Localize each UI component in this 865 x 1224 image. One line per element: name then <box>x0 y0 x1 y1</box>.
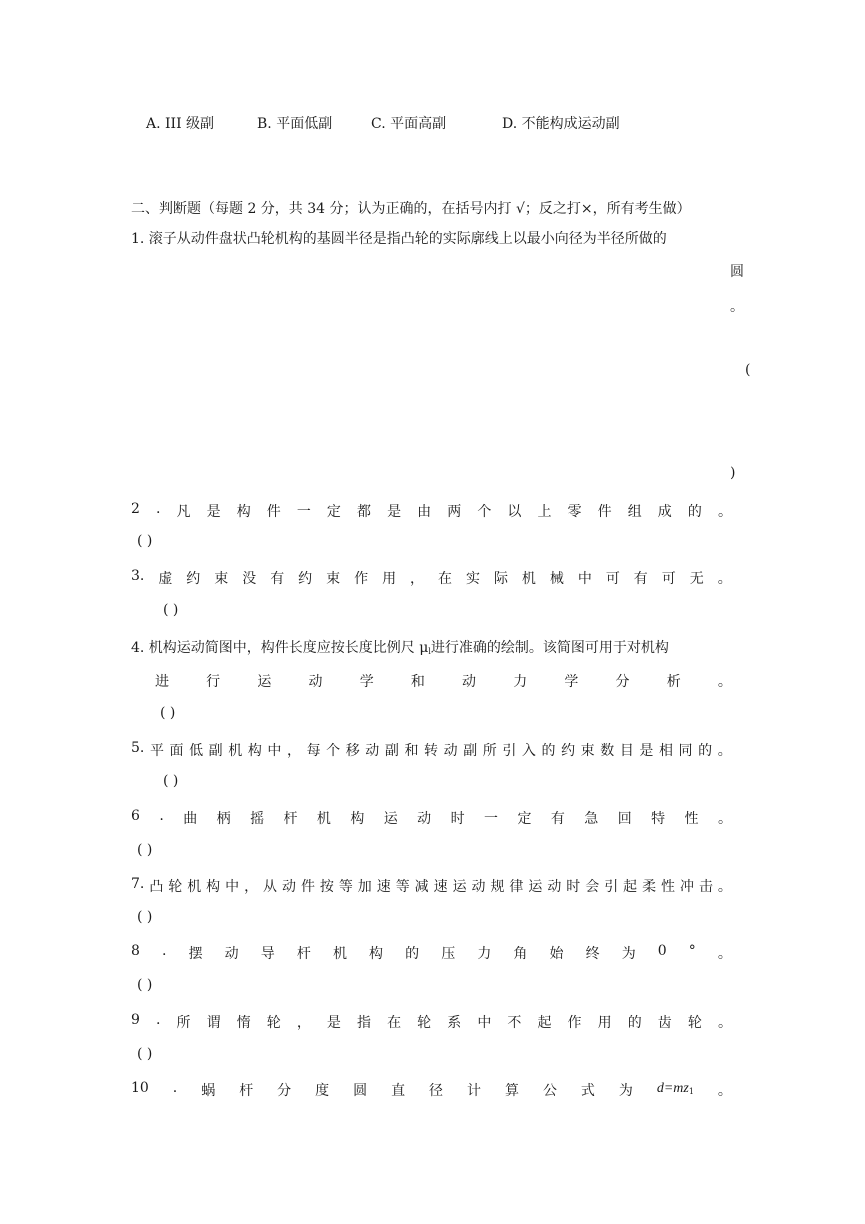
question-3-char: 有 <box>633 571 648 587</box>
question-7-char: 按 <box>319 879 334 895</box>
question-1-line: 1. 滚子从动件盘状凸轮机构的基圆半径是指凸轮的实际廓线上以最小向径为半径所做的 <box>131 231 667 247</box>
question-5-char: 束 <box>580 743 595 759</box>
question-2-char: 上 <box>537 504 552 520</box>
question-2-char: . <box>156 501 161 517</box>
question-4-char: 。 <box>717 674 732 690</box>
question-4-paren: ( ) <box>160 705 176 721</box>
question-10-char: 为 <box>618 1083 633 1099</box>
question-2-line <box>131 501 732 521</box>
question-5-char: 约 <box>561 743 576 759</box>
question-7-char: 击 <box>698 879 713 895</box>
question-10-char: 10 <box>131 1080 149 1096</box>
question-5-char: 目 <box>619 743 634 759</box>
question-3-char: 可 <box>661 571 676 587</box>
question-2-char: 构 <box>236 504 251 520</box>
question-7-char: 凸 <box>149 879 164 895</box>
question-4-text-b: 进行准确的绘制。该简图可用于对机构 <box>430 640 669 656</box>
question-9-char: 中 <box>477 1015 492 1031</box>
question-5-char: 引 <box>502 743 517 759</box>
question-7-char: 速 <box>433 879 448 895</box>
question-2-char: 零 <box>567 504 582 520</box>
question-3-char: 有 <box>270 571 285 587</box>
question-4-char: 和 <box>410 674 425 690</box>
question-9-char: . <box>156 1012 161 1028</box>
question-10-char: 分 <box>277 1083 292 1099</box>
question-7-char: 动 <box>471 879 486 895</box>
option-c: C. 平面高副 <box>371 116 447 132</box>
question-10-line <box>131 1080 732 1100</box>
option-a: A. III 级副 <box>146 116 215 132</box>
question-9-char: 是 <box>326 1015 341 1031</box>
question-3-char: 3. <box>131 568 145 584</box>
question-6-char: 急 <box>584 811 599 827</box>
question-7-char: 等 <box>395 879 410 895</box>
question-3-line <box>131 568 732 588</box>
question-8-char: 构 <box>369 946 384 962</box>
question-9-char: 作 <box>567 1015 582 1031</box>
question-7-char: 轮 <box>168 879 183 895</box>
question-7-char: 律 <box>509 879 524 895</box>
question-6-char: 柄 <box>216 811 231 827</box>
question-6-char: 构 <box>350 811 365 827</box>
question-5-char: 每 <box>306 743 321 759</box>
question-2-char: 成 <box>657 504 672 520</box>
question-4-char: 学 <box>359 674 374 690</box>
question-3-char: 可 <box>605 571 620 587</box>
question-2-char: 是 <box>206 504 221 520</box>
question-8-char: 终 <box>585 946 600 962</box>
question-3-char: 用 <box>382 571 397 587</box>
question-3-char: 虚 <box>158 571 173 587</box>
question-10-char: . <box>172 1080 178 1096</box>
question-5-char: 中 <box>267 743 282 759</box>
question-8-char: 杆 <box>296 946 311 962</box>
question-6-paren: ( ) <box>137 842 153 858</box>
question-7-char: 机 <box>187 879 202 895</box>
question-9-char: 谓 <box>206 1015 221 1031</box>
question-2-char: 以 <box>507 504 522 520</box>
question-8-paren: ( ) <box>137 977 153 993</box>
question-7-paren: ( ) <box>137 909 153 925</box>
question-6-char: 有 <box>550 811 565 827</box>
question-5-char: 副 <box>208 743 223 759</box>
question-2-char: 的 <box>687 504 702 520</box>
question-2-char: 由 <box>417 504 432 520</box>
question-6-line <box>131 808 732 828</box>
question-6-char: 性 <box>684 811 699 827</box>
question-3-char: 械 <box>549 571 564 587</box>
question-5-line <box>131 740 732 760</box>
question-5-char: 数 <box>600 743 615 759</box>
question-10-char: 圆 <box>353 1083 368 1099</box>
question-4-char: 进 <box>155 674 169 690</box>
question-3-char: 束 <box>214 571 229 587</box>
option-d: D. 不能构成运动副 <box>502 116 620 132</box>
question-5-char: ， <box>286 743 301 759</box>
question-2-char: 两 <box>447 504 462 520</box>
question-6-char: 杆 <box>283 811 298 827</box>
question-3-char: 中 <box>577 571 592 587</box>
question-7-char: 等 <box>338 879 353 895</box>
question-9-char: 轮 <box>417 1015 432 1031</box>
question-8-char: 力 <box>477 946 492 962</box>
question-9-char: 齿 <box>657 1015 672 1031</box>
question-7-line <box>131 876 732 896</box>
question-2-char: 定 <box>326 504 341 520</box>
question-5-char: 构 <box>247 743 262 759</box>
question-6-char: 回 <box>617 811 632 827</box>
question-7-char: 动 <box>547 879 562 895</box>
question-10-char: 蜗 <box>201 1083 216 1099</box>
question-7-char: 加 <box>357 879 372 895</box>
question-10-char: 度 <box>315 1083 330 1099</box>
question-4-subscript: l <box>428 647 431 656</box>
question-10-char: 杆 <box>239 1083 254 1099</box>
question-8-char: 为 <box>621 946 636 962</box>
question-4-line-1 <box>131 637 669 657</box>
question-9-char: 在 <box>387 1015 402 1031</box>
question-10-end: 。 <box>717 1083 732 1099</box>
question-9-char: 轮 <box>266 1015 281 1031</box>
question-5-char: 是 <box>639 743 654 759</box>
question-7-char: 性 <box>661 879 676 895</box>
question-9-char: 用 <box>597 1015 612 1031</box>
question-2-char: 。 <box>717 504 732 520</box>
question-5-char: 的 <box>698 743 713 759</box>
question-6-char: 运 <box>383 811 398 827</box>
question-5-char: 所 <box>482 743 497 759</box>
question-6-char: 特 <box>651 811 666 827</box>
question-7-char: 规 <box>490 879 505 895</box>
question-8-char: . <box>162 943 167 959</box>
question-7-char: 运 <box>452 879 467 895</box>
question-9-char: 所 <box>176 1015 191 1031</box>
question-10-formula: $d=mz_1$ <box>656 1081 694 1096</box>
question-5-paren: ( ) <box>163 773 179 789</box>
question-8-char: 机 <box>332 946 347 962</box>
question-8-char: 导 <box>260 946 275 962</box>
question-3-paren: ( ) <box>163 602 179 618</box>
question-2-char: 都 <box>357 504 371 520</box>
question-3-char: 约 <box>186 571 201 587</box>
question-7-char: 减 <box>414 879 429 895</box>
question-9-char: 惰 <box>236 1015 251 1031</box>
question-9-char: 起 <box>537 1015 552 1031</box>
question-7-char: 起 <box>623 879 638 895</box>
question-5-char: 5. <box>131 740 145 756</box>
question-6-char: 摇 <box>250 811 265 827</box>
question-1-text <box>131 228 732 248</box>
question-7-char: 引 <box>604 879 619 895</box>
question-8-char: 0 <box>657 943 667 959</box>
question-2-paren: ( ) <box>137 533 153 549</box>
question-8-char: 压 <box>441 946 456 962</box>
question-5-char: 移 <box>345 743 360 759</box>
question-5-char: 。 <box>717 743 732 759</box>
question-9-char: 指 <box>357 1015 371 1031</box>
question-3-char: 无 <box>689 571 704 587</box>
question-5-char: 动 <box>443 743 458 759</box>
question-9-line <box>131 1012 732 1032</box>
question-7-char: 运 <box>528 879 543 895</box>
question-3-char: 在 <box>438 571 453 587</box>
question-4-char: 动 <box>462 674 477 690</box>
question-5-char: 面 <box>169 743 184 759</box>
question-3-char: 机 <box>521 571 536 587</box>
question-5-char: 个 <box>326 743 341 759</box>
question-5-char: 低 <box>189 743 204 759</box>
question-7-char: 构 <box>206 879 221 895</box>
question-10-char: 公 <box>542 1083 557 1099</box>
question-10-char: 径 <box>429 1083 444 1099</box>
question-8-char: 角 <box>513 946 528 962</box>
question-2-char: 件 <box>597 504 612 520</box>
question-7-char: 件 <box>300 879 315 895</box>
question-7-char: 速 <box>376 879 391 895</box>
question-8-char: 的 <box>405 946 420 962</box>
question-6-char: 曲 <box>183 811 198 827</box>
question-7-char: 。 <box>717 879 732 895</box>
question-5-char: 相 <box>658 743 673 759</box>
question-9-paren: ( ) <box>137 1046 153 1062</box>
question-5-char: 和 <box>404 743 419 759</box>
question-10-char: 式 <box>580 1083 595 1099</box>
question-4-char: 学 <box>564 674 579 690</box>
question-2-char: 凡 <box>176 504 191 520</box>
question-6-char: 。 <box>717 811 732 827</box>
question-5-char: 动 <box>365 743 380 759</box>
question-7-char: 柔 <box>642 879 657 895</box>
question-2-char: 个 <box>477 504 492 520</box>
question-8-char: 动 <box>224 946 239 962</box>
question-3-char: 约 <box>298 571 313 587</box>
question-7-char: ， <box>244 879 259 895</box>
question-10-char: 算 <box>504 1083 519 1099</box>
question-6-char: 6 <box>131 808 140 824</box>
question-8-char: 。 <box>717 946 732 962</box>
question-7-char: 中 <box>225 879 240 895</box>
question-2-char: 一 <box>296 504 311 520</box>
question-6-char: 一 <box>484 811 499 827</box>
question-10-char: 计 <box>467 1083 481 1099</box>
question-9-char: 系 <box>447 1015 462 1031</box>
question-4-text-a: 4. 机构运动简图中，构件长度应按长度比例尺 μ <box>131 640 429 656</box>
question-2-char: 是 <box>387 504 402 520</box>
question-3-char: 没 <box>242 571 257 587</box>
question-3-char: 束 <box>326 571 341 587</box>
question-1-paren-close: ) <box>730 465 736 481</box>
question-4-line-2 <box>155 671 732 691</box>
question-5-char: 转 <box>424 743 439 759</box>
question-7-char: 动 <box>281 879 296 895</box>
question-9-char: 9 <box>131 1012 140 1028</box>
question-4-char: 分 <box>615 674 630 690</box>
question-6-char: . <box>159 808 164 824</box>
question-3-char: ， <box>410 571 425 587</box>
question-4-char: 力 <box>513 674 528 690</box>
question-7-char: 7. <box>131 876 145 892</box>
question-7-char: 冲 <box>680 879 694 895</box>
question-5-char: 的 <box>541 743 556 759</box>
question-6-char: 定 <box>517 811 532 827</box>
question-3-char: 际 <box>493 571 508 587</box>
question-6-char: 动 <box>417 811 432 827</box>
question-9-char: 不 <box>507 1015 522 1031</box>
question-4-char: 运 <box>257 674 272 690</box>
question-8-line <box>131 943 732 963</box>
section-heading: 二、判断题（每题 2 分，共 34 分；认为正确的，在括号内打 √；反之打×，所有考生做） <box>131 201 691 217</box>
question-2-char: 件 <box>266 504 281 520</box>
question-9-char: 轮 <box>687 1015 702 1031</box>
question-4-char: 动 <box>308 674 323 690</box>
question-8-char: 摆 <box>188 946 203 962</box>
question-7-char: 会 <box>585 879 600 895</box>
question-8-char: 始 <box>549 946 564 962</box>
question-5-char: 平 <box>149 743 164 759</box>
question-5-char: 副 <box>463 743 478 759</box>
question-6-char: 机 <box>316 811 331 827</box>
question-9-char: ， <box>296 1015 311 1031</box>
question-9-char: 。 <box>717 1015 732 1031</box>
question-1-tail-char: 圆 <box>730 264 744 280</box>
question-10-char: 直 <box>391 1083 406 1099</box>
question-1-tail-period: 。 <box>730 299 744 315</box>
question-5-char: 入 <box>521 743 536 759</box>
question-2-char: 组 <box>627 504 642 520</box>
question-5-char: 机 <box>228 743 243 759</box>
question-4-char: 析 <box>666 674 681 690</box>
question-2-char: 2 <box>131 501 140 517</box>
question-1-paren-open: ( <box>745 362 751 378</box>
question-7-char: 时 <box>566 879 581 895</box>
question-3-char: 实 <box>465 571 480 587</box>
question-8-char: ° <box>688 943 696 959</box>
question-4-char: 行 <box>206 674 221 690</box>
option-b: B. 平面低副 <box>257 116 333 132</box>
question-5-char: 副 <box>384 743 399 759</box>
question-5-char: 同 <box>678 743 693 759</box>
question-3-char: 作 <box>354 571 369 587</box>
question-6-char: 时 <box>450 811 465 827</box>
question-9-char: 的 <box>627 1015 642 1031</box>
question-7-char: 从 <box>263 879 278 895</box>
question-8-char: 8 <box>131 943 140 959</box>
question-3-char: 。 <box>717 571 732 587</box>
